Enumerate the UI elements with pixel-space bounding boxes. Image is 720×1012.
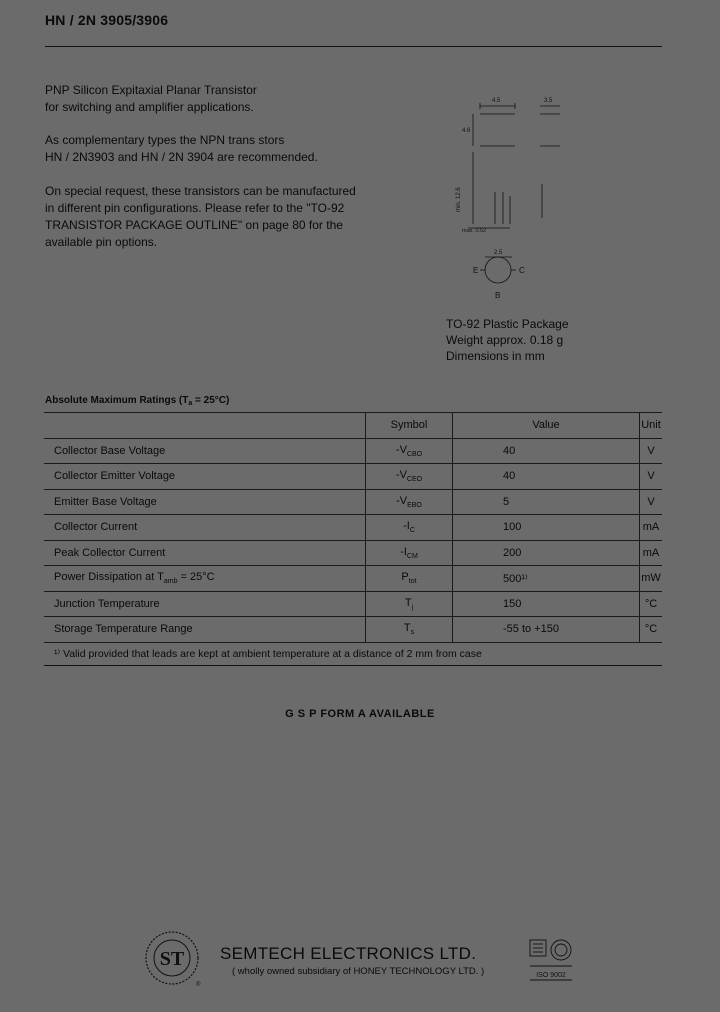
intro-paragraph-3 (45, 183, 375, 251)
package-info-line: Dimensions in mm (446, 349, 545, 363)
symbol-cell (366, 489, 453, 515)
company-name: SEMTECH ELECTRONICS LTD. (220, 944, 477, 963)
symbol-main: -I (403, 520, 410, 533)
table-row (44, 540, 662, 566)
symbol-main: T (404, 596, 412, 609)
parameter-name: Peak Collector Current (54, 546, 166, 559)
parameter-name: Collector Emitter Voltage (54, 470, 176, 483)
table-row (44, 489, 662, 515)
footnote-row (44, 642, 662, 665)
ratings-heading-text: Absolute Maximum Ratings (T (45, 395, 189, 406)
unit-cell: °C (640, 617, 663, 643)
pin-label-c: C (519, 266, 525, 275)
value-cell: 5 (453, 489, 640, 515)
symbol-main: -V (396, 494, 408, 507)
parameter-name: Emitter Base Voltage (54, 495, 157, 508)
symbol-main: P (401, 571, 409, 584)
ratings-heading (45, 395, 229, 407)
parameter-cell (44, 566, 366, 592)
value-cell: 200 (453, 540, 640, 566)
subsidiary-note: ( wholly owned subsidiary of HONEY TECHNOLOGY LTD. ) (232, 966, 485, 977)
unit-cell: V (640, 438, 663, 464)
unit-cell: mA (640, 515, 663, 541)
parameter-name: Power Dissipation at T (54, 571, 164, 584)
package-info-line: TO-92 Plastic Package (446, 317, 569, 331)
intro-line: TRANSISTOR PACKAGE OUTLINE" on page 80 for the (45, 218, 343, 232)
symbol-cell (366, 515, 453, 541)
dim-lead-width: max. 0.52 (462, 228, 487, 234)
package-info (446, 316, 569, 364)
intro-line: PNP Silicon Expitaxial Planar Transistor (45, 83, 257, 97)
ratings-body (44, 438, 662, 665)
intro-line: for switching and amplifier applications. (45, 100, 254, 114)
header-unit: Unit (640, 413, 663, 439)
intro-line: available pin options. (45, 235, 158, 249)
symbol-main: T (403, 622, 411, 635)
intro-paragraph-2 (45, 132, 375, 166)
dim-width-right: 3.5 (544, 98, 553, 104)
svg-text:®: ® (196, 982, 201, 988)
intro-line: On special request, these transistors can be manufactured (45, 184, 356, 198)
unit-cell: mA (640, 540, 663, 566)
symbol-main: -I (400, 545, 407, 558)
unit-cell: mW (640, 566, 663, 592)
logo-lettering: ST (159, 948, 185, 970)
package-info-line: Weight approx. 0.18 g (446, 333, 564, 347)
ratings-heading-end: = 25°C) (192, 395, 230, 406)
parameter-cell (44, 591, 366, 617)
value-cell: -55 to +150 (453, 617, 640, 643)
dim-pin-spacing: 2.5 (494, 250, 503, 256)
pin-label-e: E (473, 266, 479, 275)
table-row (44, 438, 662, 464)
table-row (44, 617, 662, 643)
value-cell: 500¹⁾ (453, 566, 640, 592)
parameter-name: Collector Base Voltage (54, 444, 166, 457)
symbol-main: -V (395, 443, 407, 456)
unit-cell: V (640, 464, 663, 490)
value-cell: 100 (453, 515, 640, 541)
table-row (44, 566, 662, 592)
symbol-cell (366, 566, 453, 592)
symbol-subscript: C (409, 527, 415, 535)
ratings-table (44, 412, 662, 666)
value-cell: 150 (453, 591, 640, 617)
table-row (44, 515, 662, 541)
intro-paragraph-1 (45, 82, 375, 116)
parameter-cell (44, 464, 366, 490)
symbol-cell (366, 617, 453, 643)
symbol-cell (366, 464, 453, 490)
dim-lead-length: min. 12.6 (456, 187, 462, 212)
symbol-subscript: j (411, 603, 414, 611)
symbol-cell (366, 540, 453, 566)
unit-cell: °C (640, 591, 663, 617)
table-header-row (44, 413, 662, 439)
parameter-cell (44, 438, 366, 464)
parameter-cell (44, 489, 366, 515)
parameter-name: Collector Current (54, 521, 138, 534)
symbol-subscript: CBO (406, 450, 423, 458)
parameter-cell (44, 540, 366, 566)
to92-package-drawing (440, 92, 580, 307)
intro-line: in different pin configurations. Please refer to the "TO-92 (45, 201, 345, 215)
certification-mark-icon (528, 936, 576, 986)
symbol-subscript: tot (408, 578, 417, 586)
symbol-subscript: EBO (407, 501, 422, 509)
header-symbol: Symbol (366, 413, 453, 439)
cert-caption: ISO 9002 (536, 972, 566, 979)
parameter-name: Junction Temperature (54, 597, 160, 610)
value-cell: 40 (453, 438, 640, 464)
parameter-tail: = 25°C (177, 571, 215, 584)
ratings-heading-sub: a (188, 400, 193, 407)
symbol-subscript: CM (406, 552, 418, 560)
availability-note: G S P FORM A AVAILABLE (285, 708, 435, 720)
symbol-cell (366, 438, 453, 464)
title-divider (45, 46, 662, 47)
document-title: HN / 2N 3905/3906 (45, 12, 169, 28)
parameter-name: Storage Temperature Range (54, 623, 193, 636)
symbol-subscript: s (410, 629, 415, 637)
parameter-cell (44, 515, 366, 541)
intro-line: As complementary types the NPN trans stors (45, 133, 285, 147)
parameter-subscript: amb (163, 578, 178, 586)
pin-label-b: B (495, 291, 501, 300)
table-row (44, 464, 662, 490)
dim-body-height: 4.6 (462, 128, 471, 134)
intro-line: HN / 2N3903 and HN / 2N 3904 are recommended. (45, 150, 318, 164)
parameter-cell (44, 617, 366, 643)
table-row (44, 591, 662, 617)
header-value: Value (453, 413, 640, 439)
symbol-main: -V (395, 469, 407, 482)
symbol-subscript: CEO (406, 476, 423, 484)
symbol-cell (366, 591, 453, 617)
unit-cell: V (640, 489, 663, 515)
dim-width-left: 4.5 (492, 98, 501, 104)
value-cell: 40 (453, 464, 640, 490)
footnote-text: ¹⁾ Valid provided that leads are kept at ambient temperature at a distance of 2 mm from case (44, 642, 662, 665)
header-parameter (44, 413, 366, 439)
semtech-logo-icon (142, 928, 206, 992)
